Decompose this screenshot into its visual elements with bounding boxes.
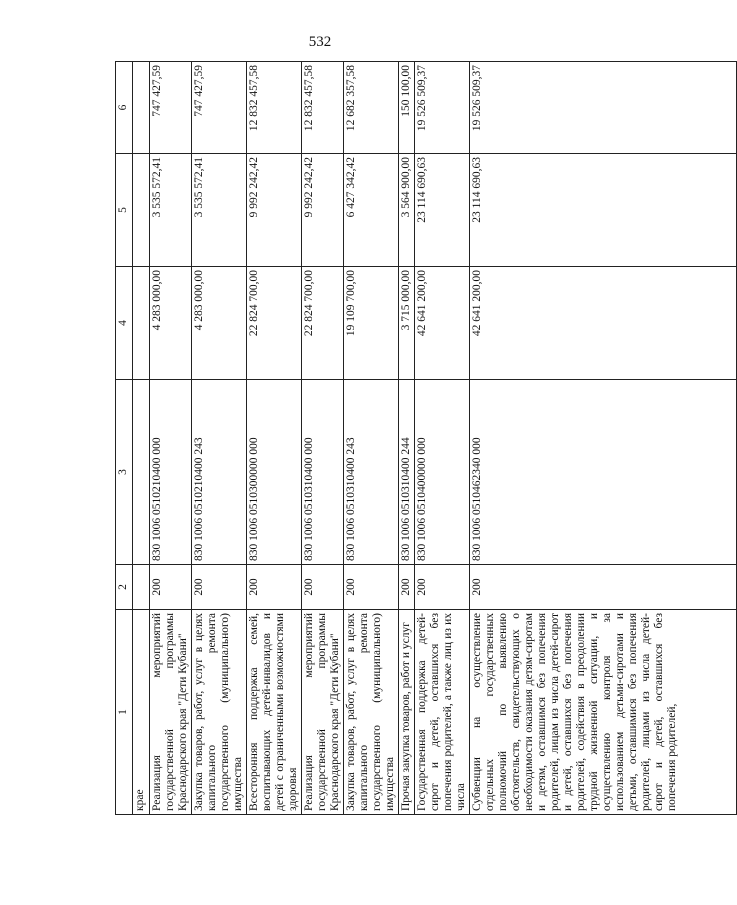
row-value-5: 23 114 690,63 bbox=[470, 154, 737, 267]
empty-cell bbox=[133, 565, 150, 610]
row-value-5: 3 564 900,00 bbox=[399, 154, 415, 267]
row-value-5: 23 114 690,63 bbox=[415, 154, 470, 267]
row-value-6: 19 526 509,37 bbox=[415, 62, 470, 154]
row-name: Всесторонняя поддержка семей, воспитывающих детей-инвалидов и детей с ограниченными возможностями здоровья bbox=[247, 610, 302, 815]
empty-cell bbox=[133, 154, 150, 267]
table-row bbox=[192, 62, 247, 815]
table-row bbox=[247, 62, 302, 815]
row-name: Реализация мероприятий государственной программы Краснодарского края "Дети Кубани" bbox=[302, 610, 344, 815]
row-value-6: 12 832 457,58 bbox=[302, 62, 344, 154]
row-value-4: 22 824 700,00 bbox=[247, 267, 302, 380]
row-value-4: 4 283 000,00 bbox=[150, 267, 192, 380]
row-code: 200 bbox=[247, 565, 302, 610]
row-kbk: 830 1006 0510310400 243 bbox=[344, 380, 399, 565]
row-value-4: 42 641 200,00 bbox=[415, 267, 470, 380]
row-code: 200 bbox=[150, 565, 192, 610]
row-value-5: 3 535 572,41 bbox=[192, 154, 247, 267]
row-kbk: 830 1006 0510310400 000 bbox=[302, 380, 344, 565]
row-value-6: 747 427,59 bbox=[150, 62, 192, 154]
table-row bbox=[302, 62, 344, 815]
row-value-5: 3 535 572,41 bbox=[150, 154, 192, 267]
row-value-6: 19 526 509,37 bbox=[470, 62, 737, 154]
continuation-row bbox=[133, 62, 150, 815]
row-code: 200 bbox=[415, 565, 470, 610]
row-name: Прочая закупка товаров, работ и услуг bbox=[399, 610, 415, 815]
row-name: Закупка товаров, работ, услуг в целях капитального ремонта государственного (муниципального) имущества bbox=[192, 610, 247, 815]
row-kbk: 830 1006 0510300000 000 bbox=[247, 380, 302, 565]
header-cell: 5 bbox=[116, 154, 133, 267]
row-kbk: 830 1006 0510210400 000 bbox=[150, 380, 192, 565]
row-code: 200 bbox=[470, 565, 737, 610]
row-value-5: 9 992 242,42 bbox=[247, 154, 302, 267]
row-code: 200 bbox=[192, 565, 247, 610]
empty-cell bbox=[133, 267, 150, 380]
row-value-4: 19 109 700,00 bbox=[344, 267, 399, 380]
row-value-4: 4 283 000,00 bbox=[192, 267, 247, 380]
row-kbk: 830 1006 0510400000 000 bbox=[415, 380, 470, 565]
row-name: Государственная поддержка детей-сирот и детей, оставшихся без попечения родителей, а также лиц из их числа bbox=[415, 610, 470, 815]
budget-table bbox=[115, 61, 737, 815]
row-value-6: 12 682 357,58 bbox=[344, 62, 399, 154]
row-kbk: 830 1006 0510210400 243 bbox=[192, 380, 247, 565]
table-row bbox=[150, 62, 192, 815]
header-cell: 6 bbox=[116, 62, 133, 154]
row-value-6: 150 100,00 bbox=[399, 62, 415, 154]
continuation-cell: крае bbox=[133, 610, 150, 815]
header-cell: 4 bbox=[116, 267, 133, 380]
table-row bbox=[470, 62, 737, 815]
row-value-5: 9 992 242,42 bbox=[302, 154, 344, 267]
header-cell: 2 bbox=[116, 565, 133, 610]
empty-cell bbox=[133, 62, 150, 154]
row-value-4: 3 715 000,00 bbox=[399, 267, 415, 380]
row-kbk: 830 1006 0510310400 244 bbox=[399, 380, 415, 565]
row-name: Субвенции на осуществление отдельных государственных полномочий по выявлению обстоятельств, свидетельствующих о необходимости оказания детям-сиротам и детям, оставшимся без попечения родителей, лицам из числа детей-сирот и детей, оставшихся без попечения родителей, содействия в преодолении трудной жизненной ситуации, и осуществлению контроля за использованием детьми-сиротами и детьми, оставшимися без попечения родителей, лицами из числа детей-сирот и детей, оставшихся без попечения родителей, bbox=[470, 610, 737, 815]
table-header-row bbox=[116, 62, 133, 815]
table-row bbox=[344, 62, 399, 815]
row-value-5: 6 427 342,42 bbox=[344, 154, 399, 267]
row-value-4: 42 641 200,00 bbox=[470, 267, 737, 380]
row-value-4: 22 824 700,00 bbox=[302, 267, 344, 380]
row-value-6: 747 427,59 bbox=[192, 62, 247, 154]
row-code: 200 bbox=[344, 565, 399, 610]
row-value-6: 12 832 457,58 bbox=[247, 62, 302, 154]
header-cell: 3 bbox=[116, 380, 133, 565]
row-name: Реализация мероприятий государственной программы Краснодарского края "Дети Кубани" bbox=[150, 610, 192, 815]
header-cell: 1 bbox=[116, 610, 133, 815]
row-kbk: 830 1006 0510462340 000 bbox=[470, 380, 737, 565]
row-code: 200 bbox=[302, 565, 344, 610]
empty-cell bbox=[133, 380, 150, 565]
row-name: Закупка товаров, работ, услуг в целях капитального ремонта государственного (муниципального) имущества bbox=[344, 610, 399, 815]
rotated-table-container bbox=[115, 62, 678, 815]
page-number: 532 bbox=[308, 34, 332, 50]
table-row bbox=[399, 62, 415, 815]
row-code: 200 bbox=[399, 565, 415, 610]
table-row bbox=[415, 62, 470, 815]
